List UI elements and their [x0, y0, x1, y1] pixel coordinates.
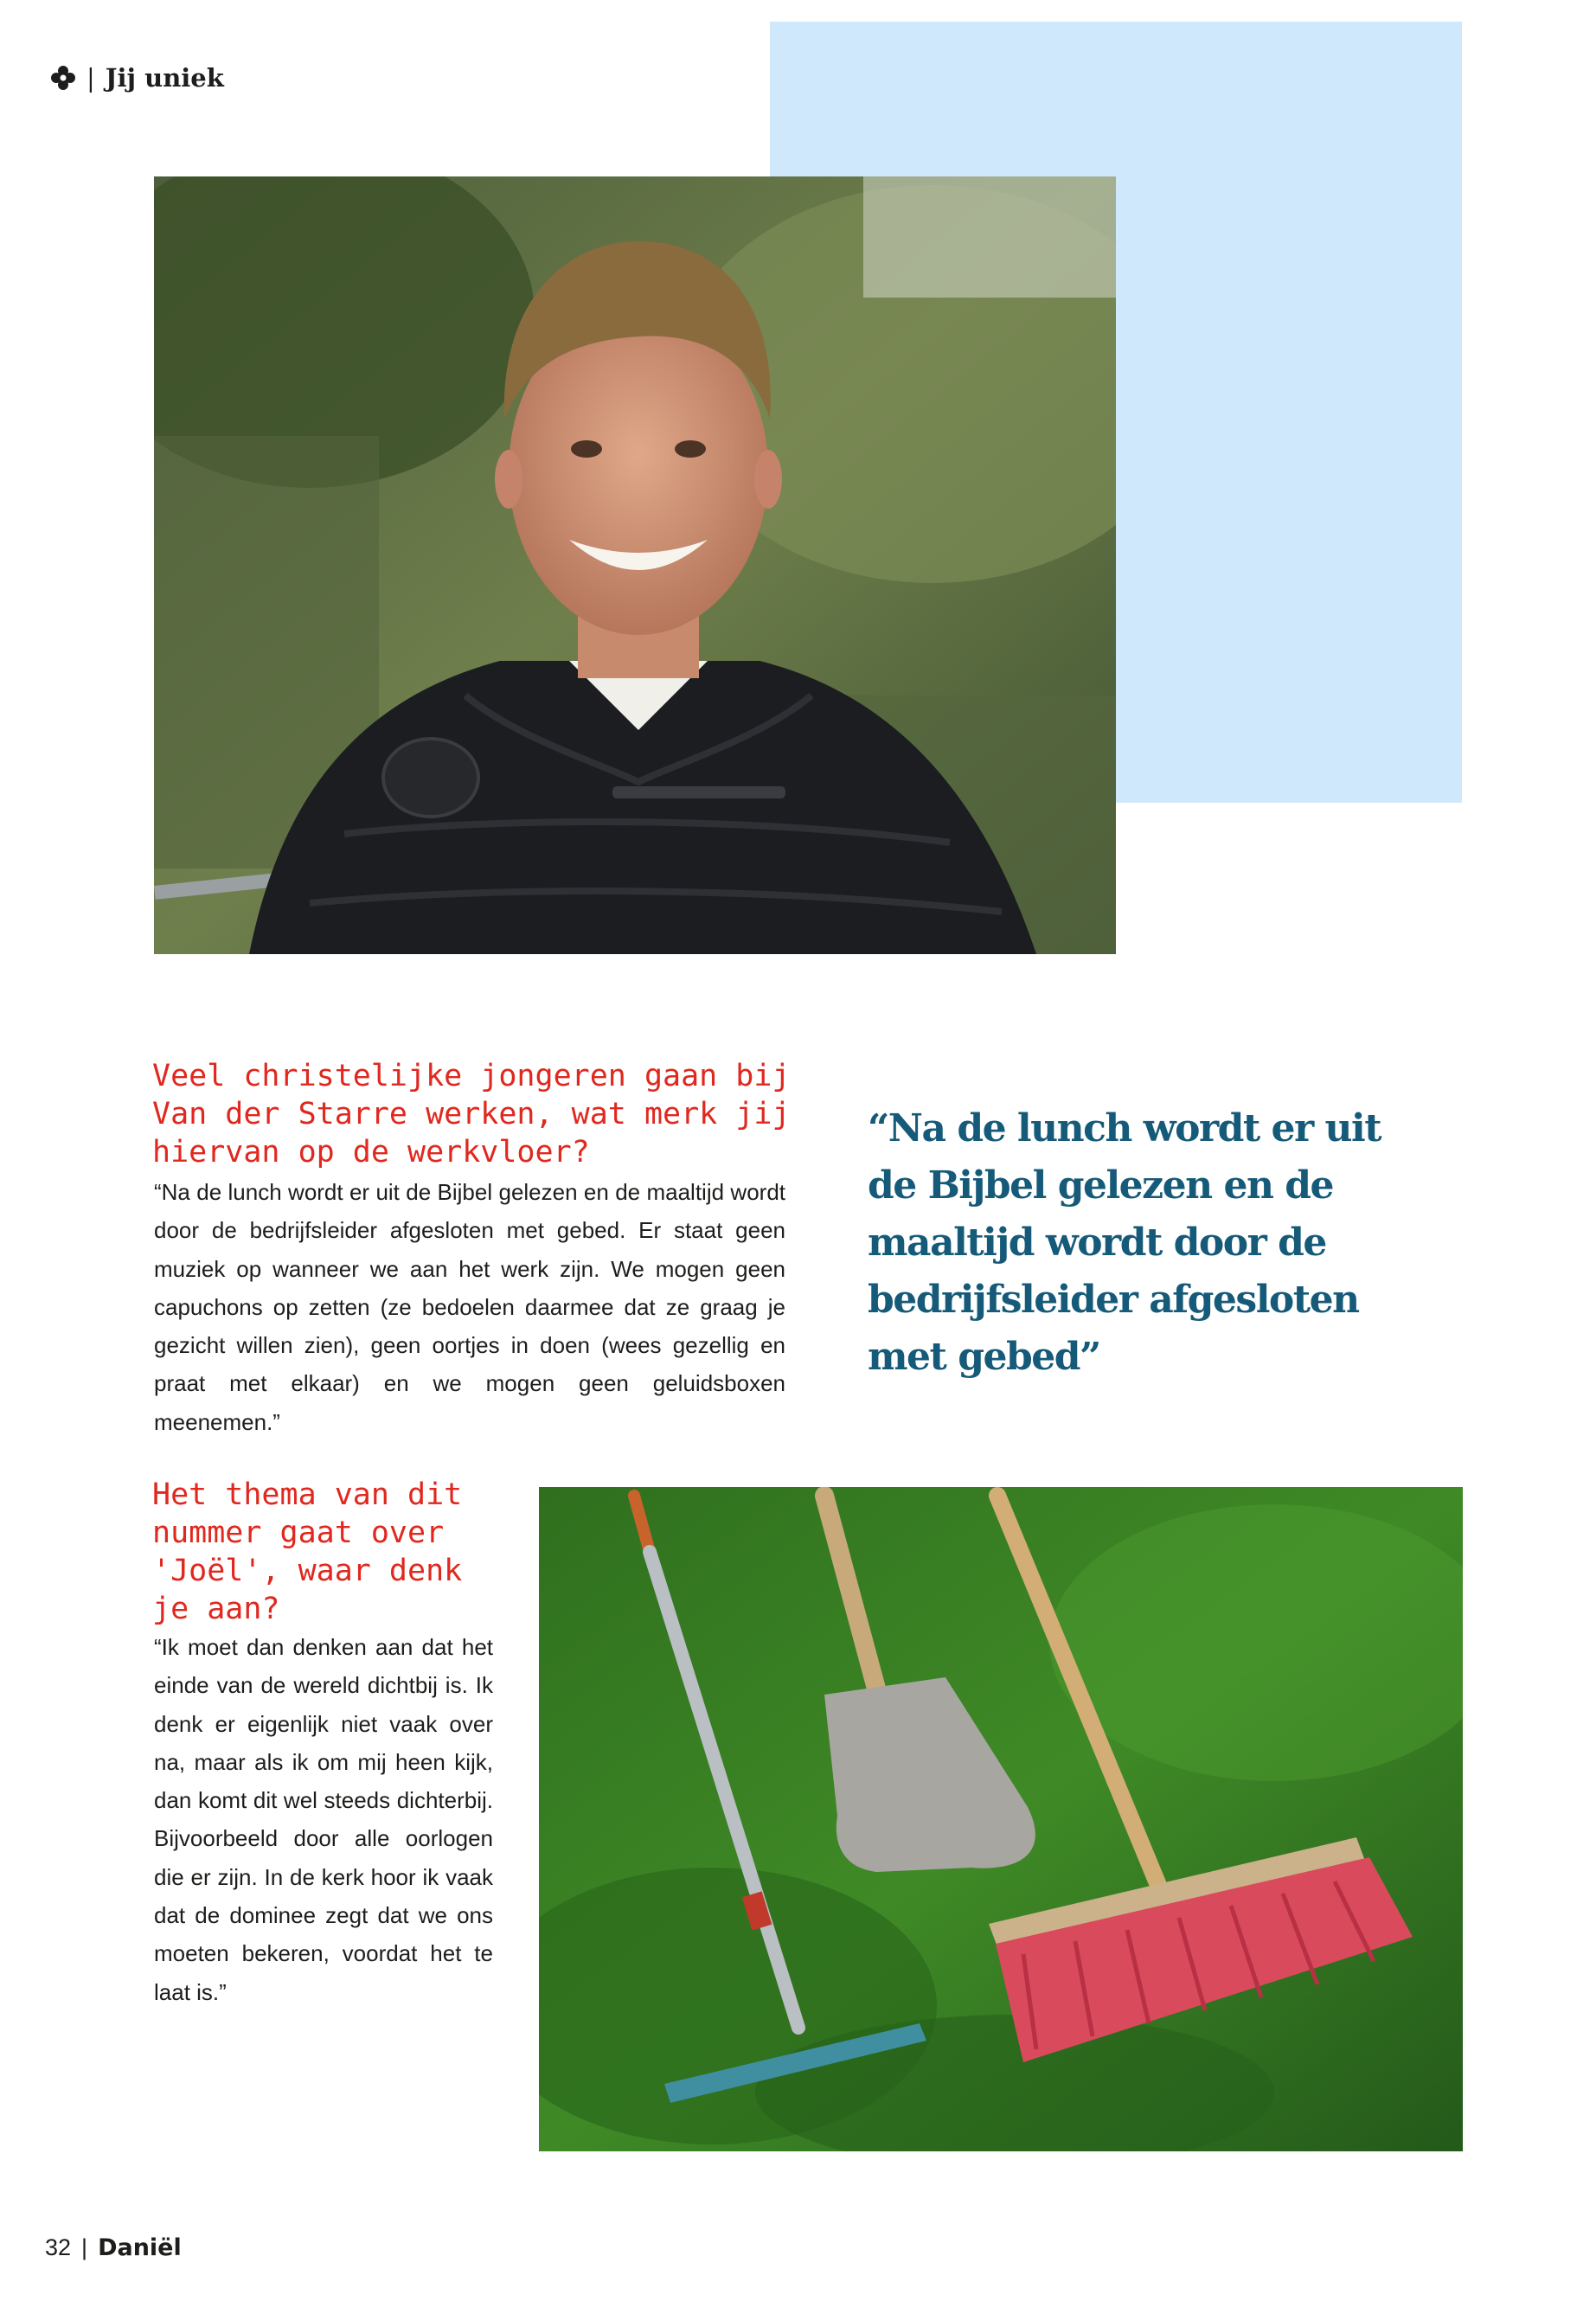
- header-separator: |: [87, 63, 95, 93]
- magazine-name: Daniël: [98, 2234, 182, 2261]
- footer-separator: |: [81, 2234, 88, 2260]
- interview-question-1: Veel christelijke jongeren gaan bij Van der Starre werken, wat merk jij hiervan op de werkvloer?: [152, 1059, 791, 1170]
- interview-answer-1: “Na de lunch wordt er uit de Bijbel gelezen en de maaltijd wordt door de bedrijfsleider afgesloten met gebed. Er staat geen muziek op wanneer we aan het werk zijn. We mogen geen capuchons op zetten (ze bedoelen daarmee dat ze graag je gezicht willen zien), geen oortjes in doen (wees gezellig en praat met elkaar) en we mogen geen geluidsboxen meenemen.”: [154, 1179, 785, 1435]
- garden-tools-photo-icon: [539, 1487, 1463, 2151]
- interview-answer-2: “Ik moet dan denken aan dat het einde van de wereld dichtbij is. Ik denk er eigenlijk niet vaak over na, maar als ik om mij heen kijk, dan komt dit wel steeds dichterbij. Bijvoorbeeld door alle oorlogen die er zijn. In de kerk hoor ik vaak dat de dominee zegt dat we ons moeten bekeren, voordat het te laat is.”: [154, 1634, 493, 2005]
- portrait-photo: [154, 176, 1116, 954]
- section-header: [50, 61, 224, 95]
- portrait-photo-icon: [154, 176, 1116, 954]
- flower-icon: [50, 65, 76, 91]
- pull-quote: “Na de lunch wordt er uit de Bijbel gelezen en de maaltijd wordt door de bedrijfsleider afgesloten met gebed”: [868, 1106, 1381, 1379]
- garden-tools-photo: [539, 1487, 1463, 2151]
- page-number: 32: [45, 2234, 72, 2260]
- page-footer: [45, 2230, 182, 2265]
- interview-question-2: Het thema van dit nummer gaat over 'Joël', waar denk je aan?: [152, 1477, 463, 1626]
- section-title: Jij uniek: [105, 63, 224, 93]
